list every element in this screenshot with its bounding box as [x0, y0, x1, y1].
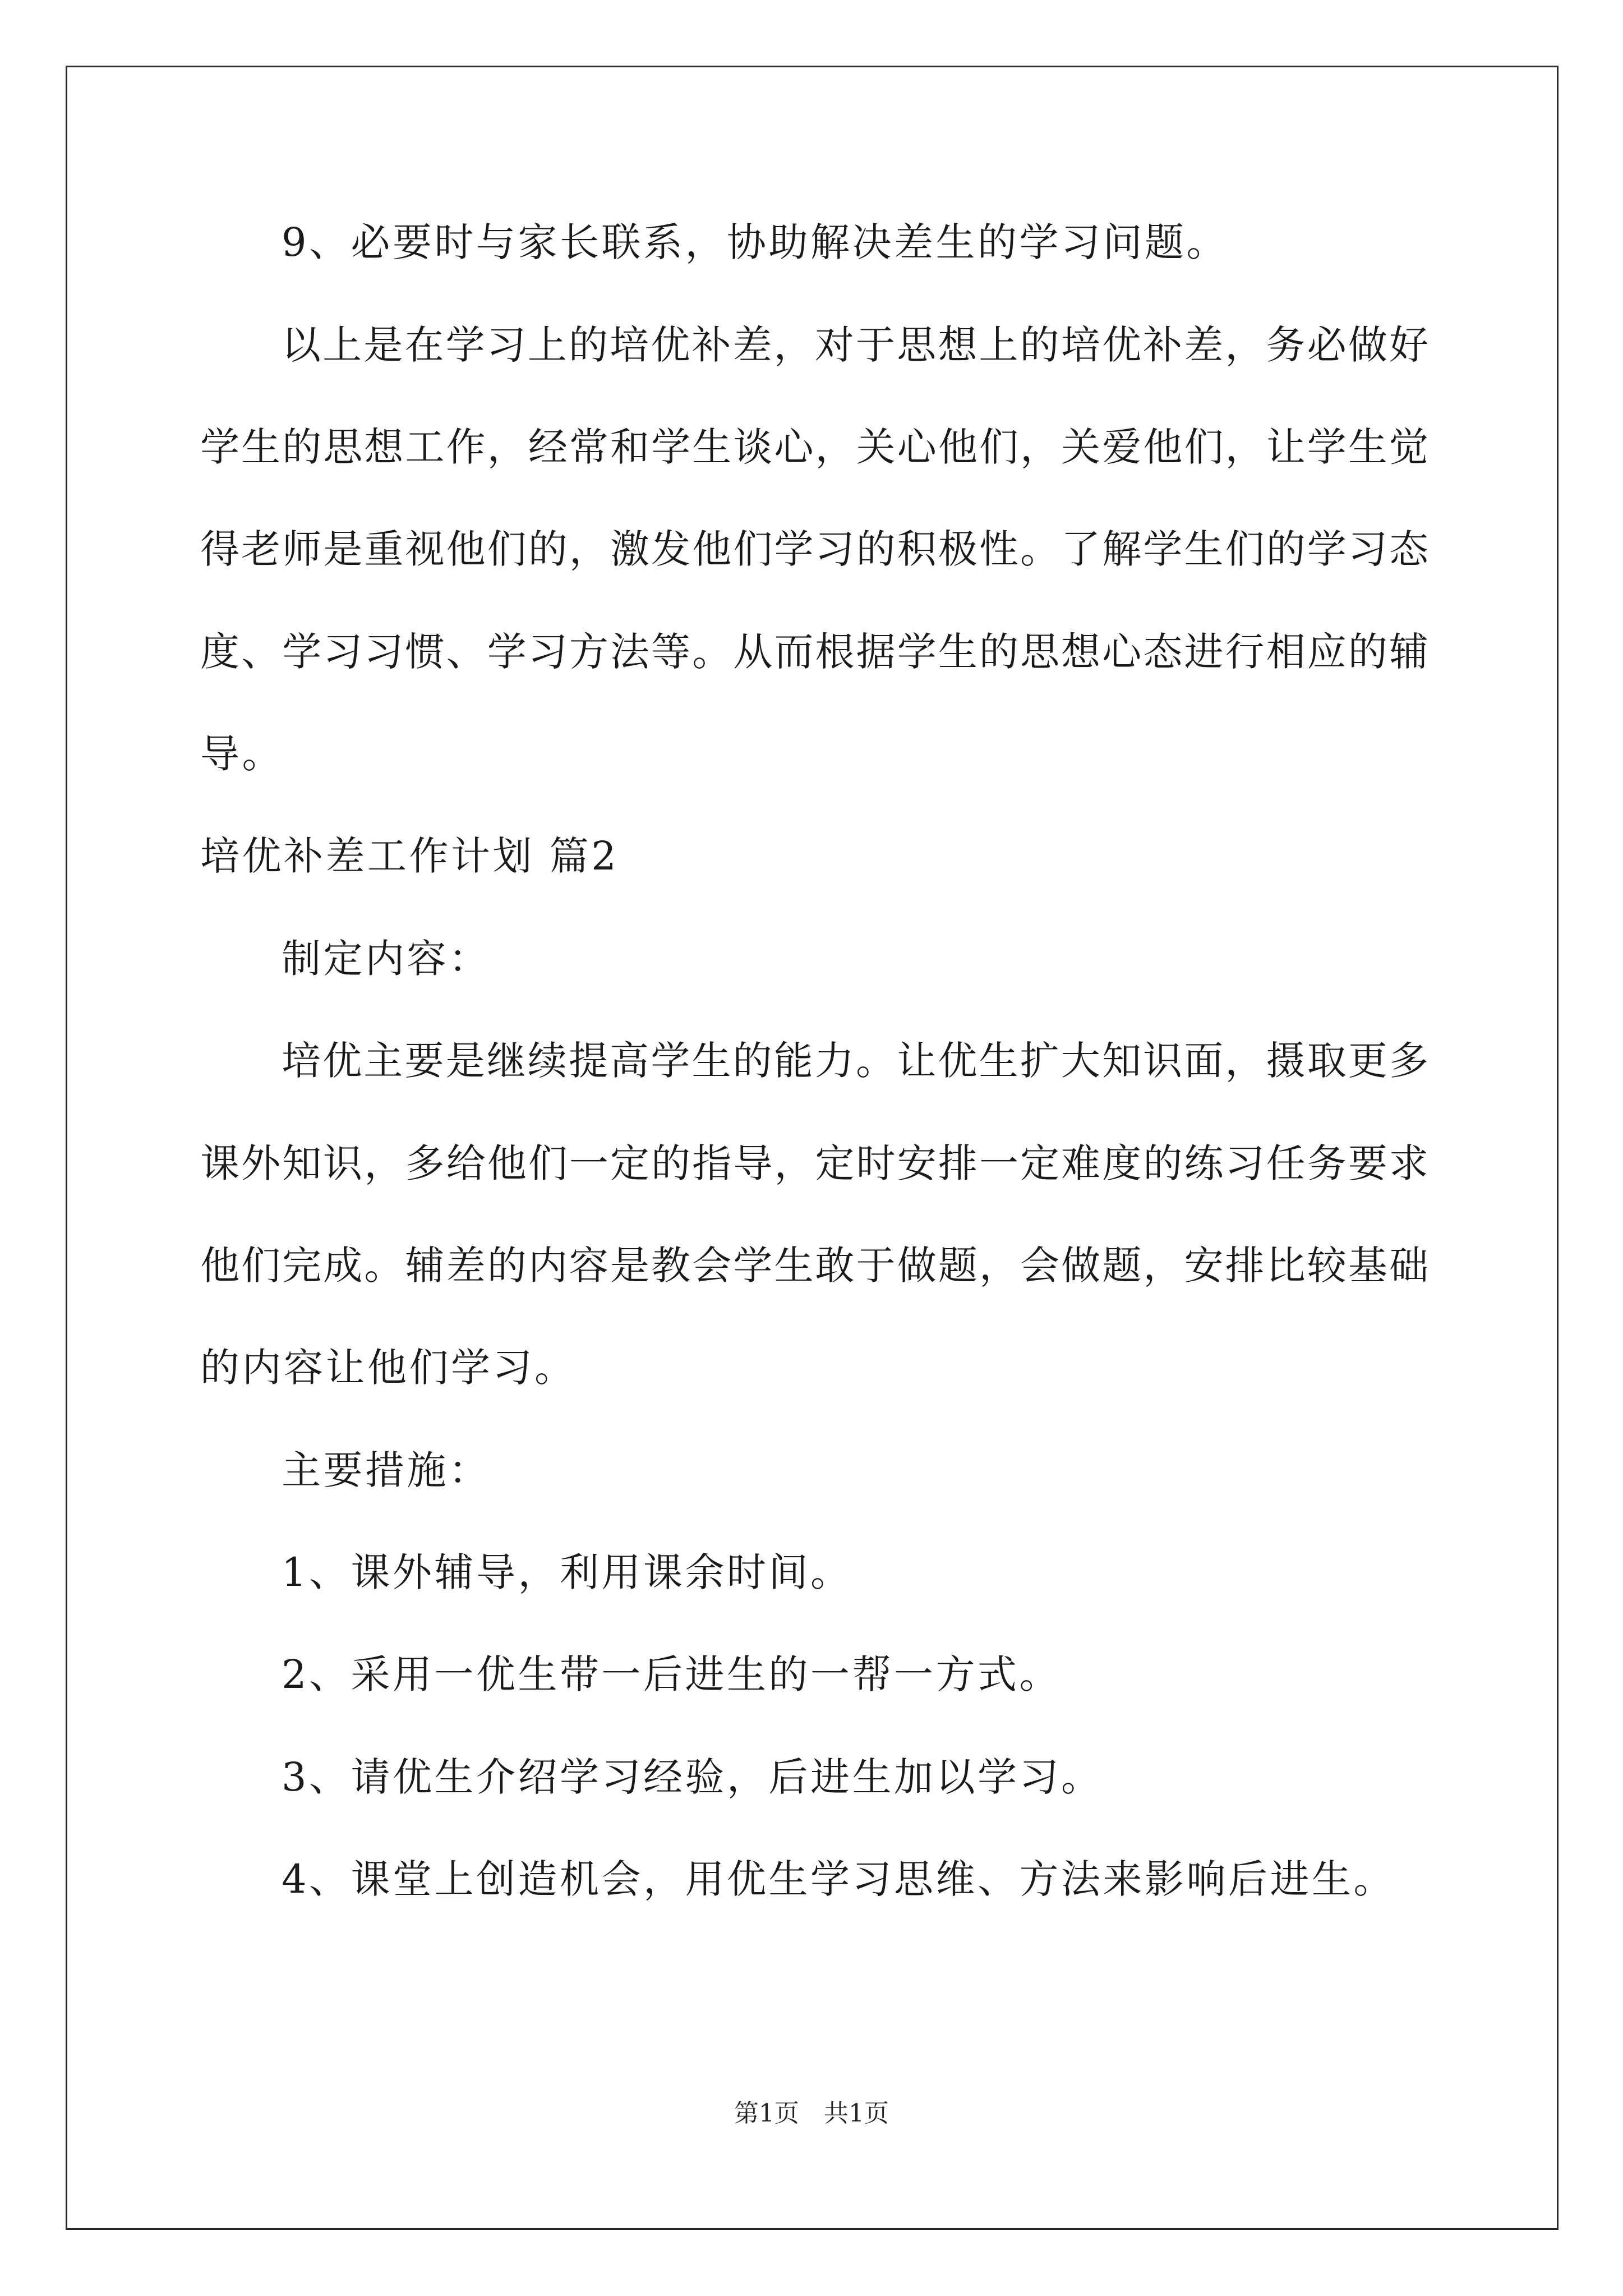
paragraph-line: 导。 — [200, 731, 284, 777]
paragraph-line: 得老师是重视他们的，激发他们学习的积极性。了解学生们的学习态 — [200, 526, 1428, 572]
list-item: 3、请优生介绍学习经验，后进生加以学习。 — [282, 1754, 1103, 1800]
text-line-item-9: 9、必要时与家长联系，协助解决差生的学习问题。 — [282, 219, 1229, 265]
subheading-measures: 主要措施： — [282, 1447, 491, 1493]
paragraph-line: 课外知识，多给他们一定的指导，定时安排一定难度的练习任务要求 — [200, 1140, 1428, 1186]
page-number-footer: 第1页 共1页 — [734, 2099, 889, 2128]
list-item: 4、课堂上创造机会，用优生学习思维、方法来影响后进生。 — [282, 1856, 1396, 1902]
list-item: 2、采用一优生带一后进生的一帮一方式。 — [282, 1651, 1062, 1697]
paragraph-line: 他们完成。辅差的内容是教会学生敢于做题，会做题，安排比较基础 — [200, 1243, 1428, 1289]
paragraph-line: 培优主要是继续提高学生的能力。让优生扩大知识面，摄取更多 — [282, 1038, 1428, 1084]
list-item: 1、课外辅导，利用课余时间。 — [282, 1549, 852, 1595]
subheading-content: 制定内容： — [282, 936, 491, 982]
paragraph-line: 学生的思想工作，经常和学生谈心，关心他们，关爱他们，让学生觉 — [200, 424, 1428, 470]
paragraph-line: 以上是在学习上的培优补差，对于思想上的培优补差，务必做好 — [282, 322, 1428, 368]
paragraph-line: 的内容让他们学习。 — [200, 1345, 577, 1391]
section-heading: 培优补差工作计划 篇2 — [200, 833, 619, 879]
paragraph-line: 度、学习习惯、学习方法等。从而根据学生的思想心态进行相应的辅 — [200, 629, 1428, 675]
